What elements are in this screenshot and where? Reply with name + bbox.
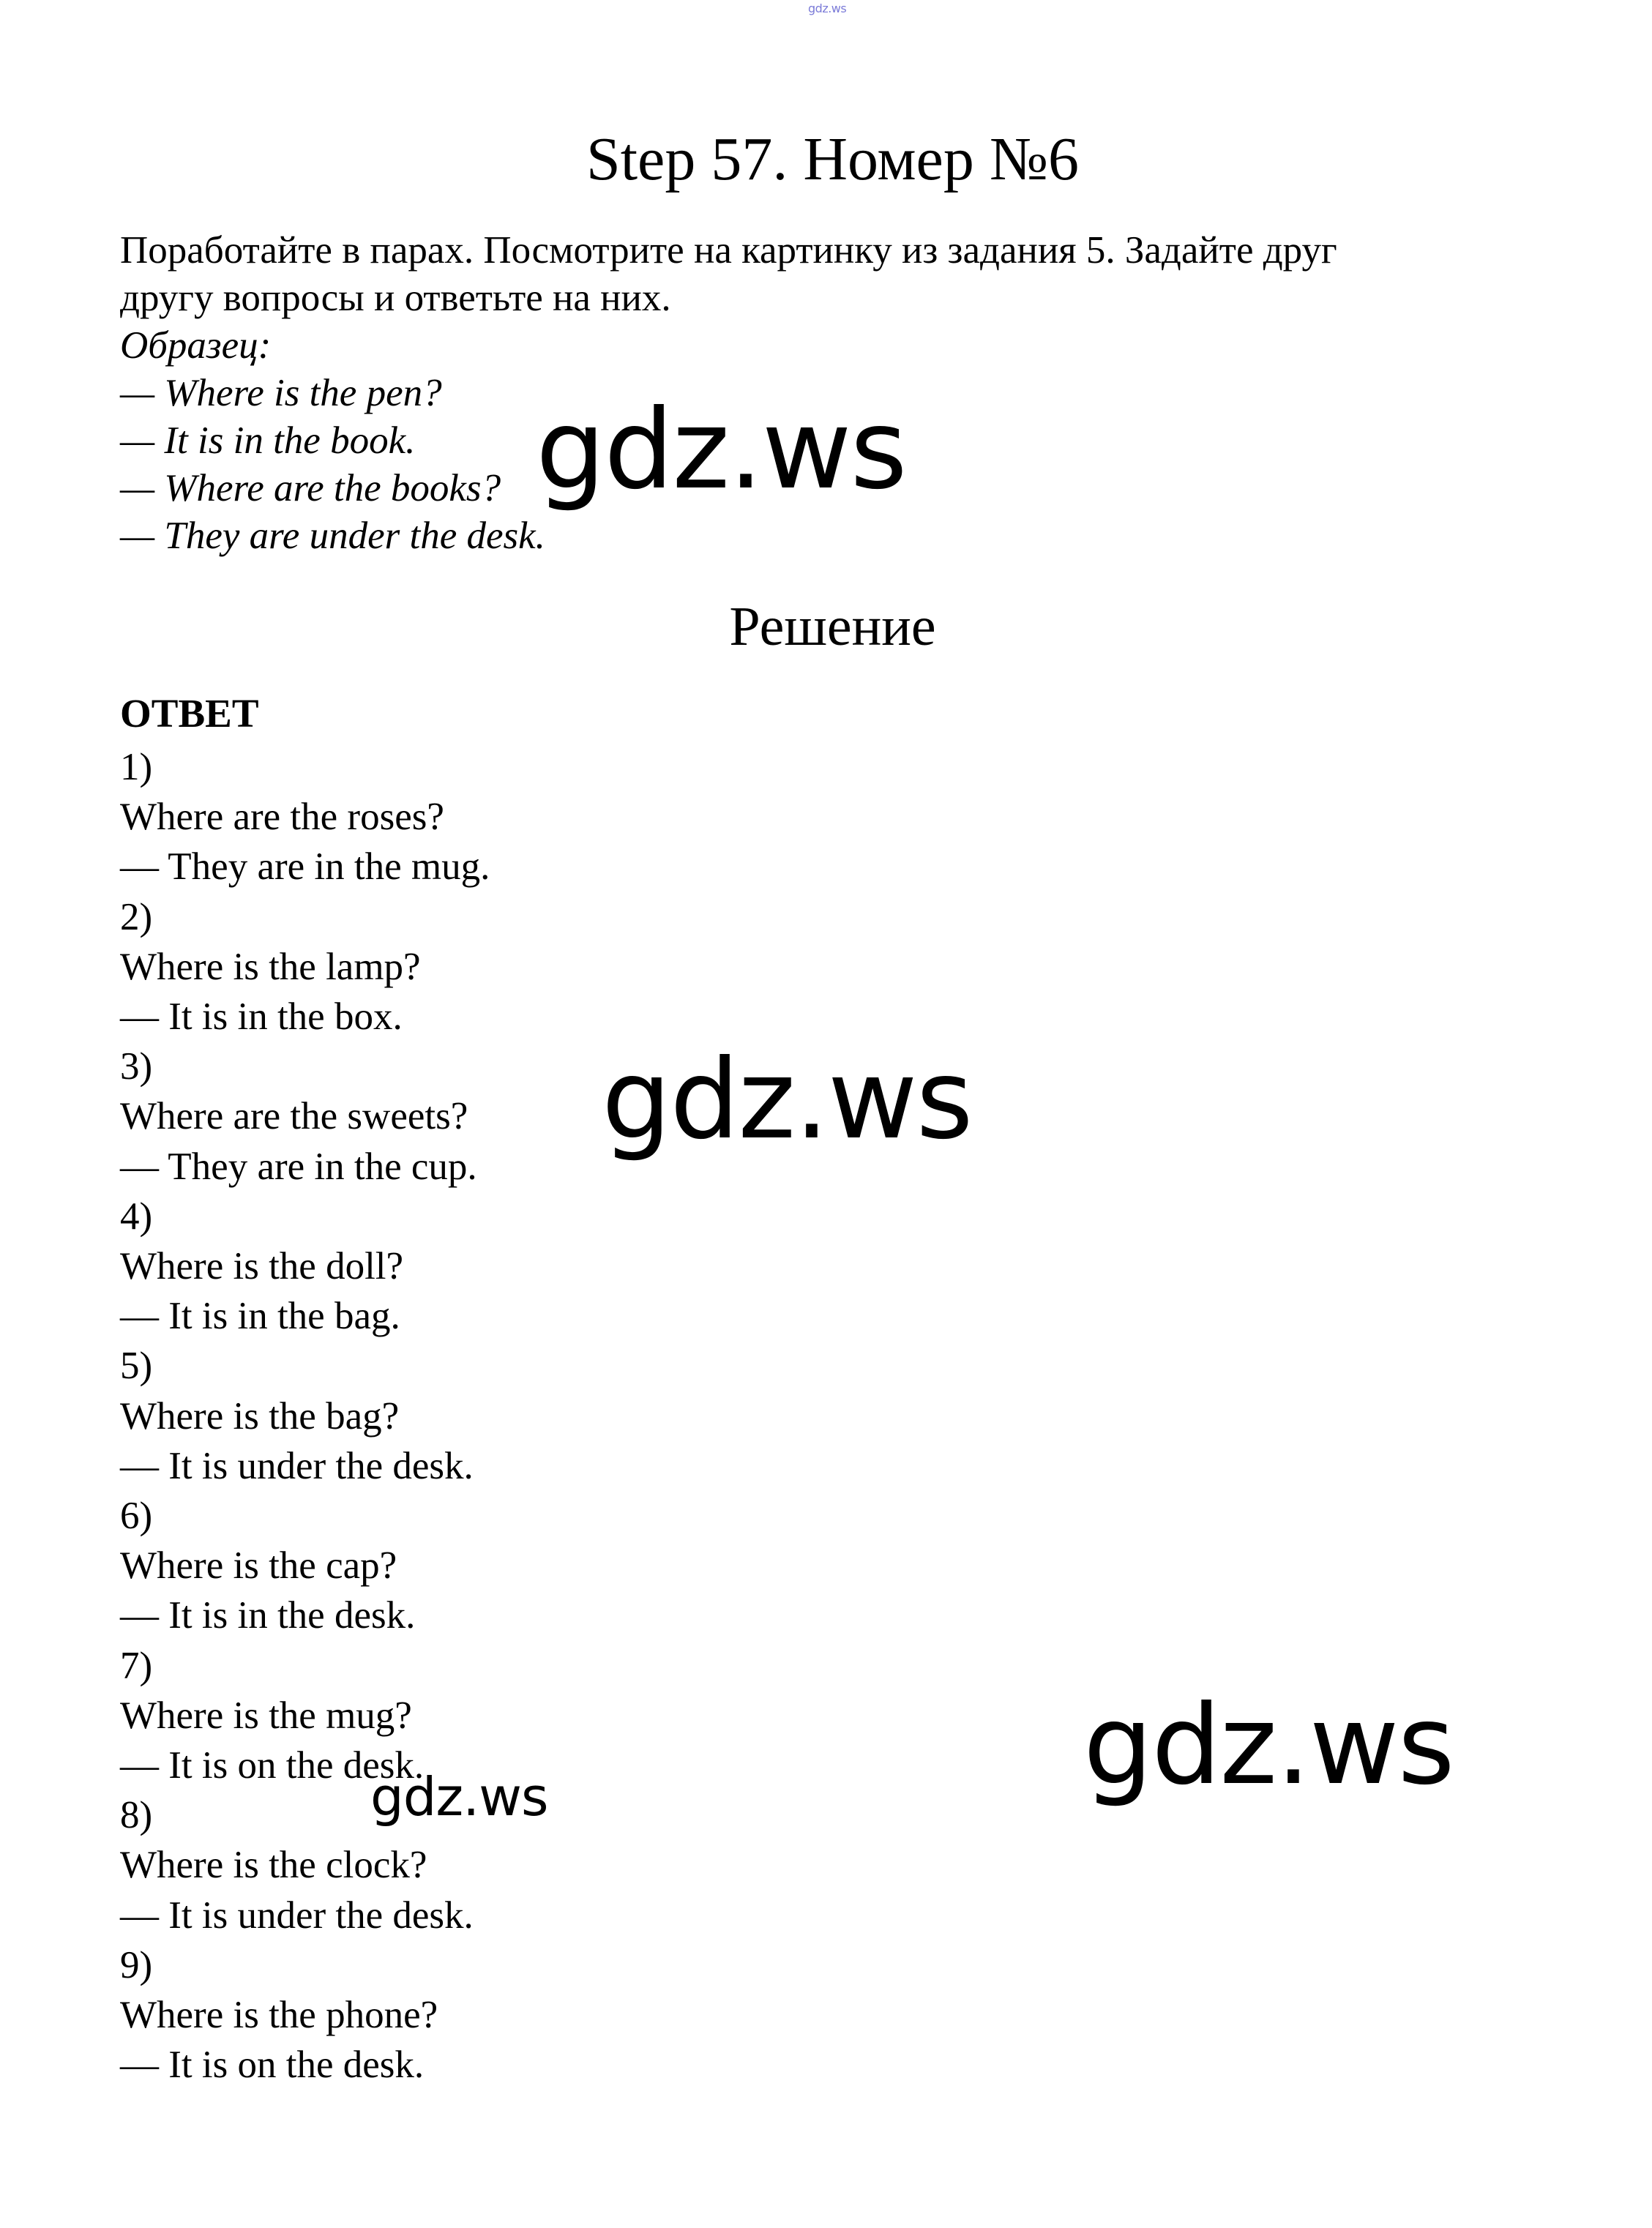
answer-text: — It is under the desk. <box>120 1894 474 1937</box>
page-title: Step 57. Номер №6 <box>586 125 1079 193</box>
answer-number: 9) <box>120 1943 153 1986</box>
answer-number: 1) <box>120 746 153 788</box>
example-block <box>120 322 545 560</box>
task-description <box>120 227 1481 322</box>
answer-question: Where is the clock? <box>120 1844 427 1887</box>
answer-number: 3) <box>120 1045 153 1088</box>
example-line: — Where is the pen? <box>120 372 442 414</box>
solution-title: Решение <box>729 596 936 657</box>
answer-text: — It is on the desk. <box>120 1744 425 1787</box>
watermark: gdz.ws <box>536 386 906 514</box>
answer-text: — They are in the mug. <box>120 845 490 889</box>
answer-question: Where is the doll? <box>120 1245 404 1288</box>
task-line-1: Поработайте в парах. Посмотрите на картинку из задания 5. Задайте друг <box>120 229 1337 272</box>
answer-number: 4) <box>120 1195 153 1238</box>
answers-list <box>120 742 490 2090</box>
answer-text: — It is in the desk. <box>120 1594 416 1637</box>
answer-question: Where is the mug? <box>120 1694 412 1737</box>
task-line-2: другу вопросы и ответьте на них. <box>120 277 671 319</box>
answer-number: 6) <box>120 1495 153 1538</box>
answer-text: — It is on the desk. <box>120 2044 425 2087</box>
answer-text: — It is in the bag. <box>120 1295 400 1338</box>
answer-text: — It is in the box. <box>120 995 403 1039</box>
example-label: Образец: <box>120 324 272 367</box>
answer-number: 8) <box>120 1794 153 1837</box>
answer-question: Where is the cap? <box>120 1544 397 1588</box>
watermark: gdz.ws <box>1083 1682 1454 1809</box>
answer-question: Where is the lamp? <box>120 945 421 988</box>
answer-question: Where is the bag? <box>120 1394 400 1438</box>
answer-heading: ОТВЕТ <box>120 691 259 736</box>
answer-question: Where are the roses? <box>120 796 444 839</box>
answer-text: — They are in the cup. <box>120 1145 477 1188</box>
example-line: — Where are the books? <box>120 467 501 509</box>
watermark: gdz.ws <box>602 1036 972 1164</box>
answer-number: 2) <box>120 895 153 938</box>
header-watermark: gdz.ws <box>808 1 847 15</box>
answer-question: Where is the phone? <box>120 1994 438 2037</box>
example-line: — They are under the desk. <box>120 515 545 557</box>
example-line: — It is in the book. <box>120 419 416 462</box>
answer-text: — It is under the desk. <box>120 1444 474 1487</box>
answer-question: Where are the sweets? <box>120 1095 468 1138</box>
watermark: gdz.ws <box>370 1766 548 1828</box>
answer-number: 7) <box>120 1644 153 1687</box>
answer-number: 5) <box>120 1345 153 1388</box>
